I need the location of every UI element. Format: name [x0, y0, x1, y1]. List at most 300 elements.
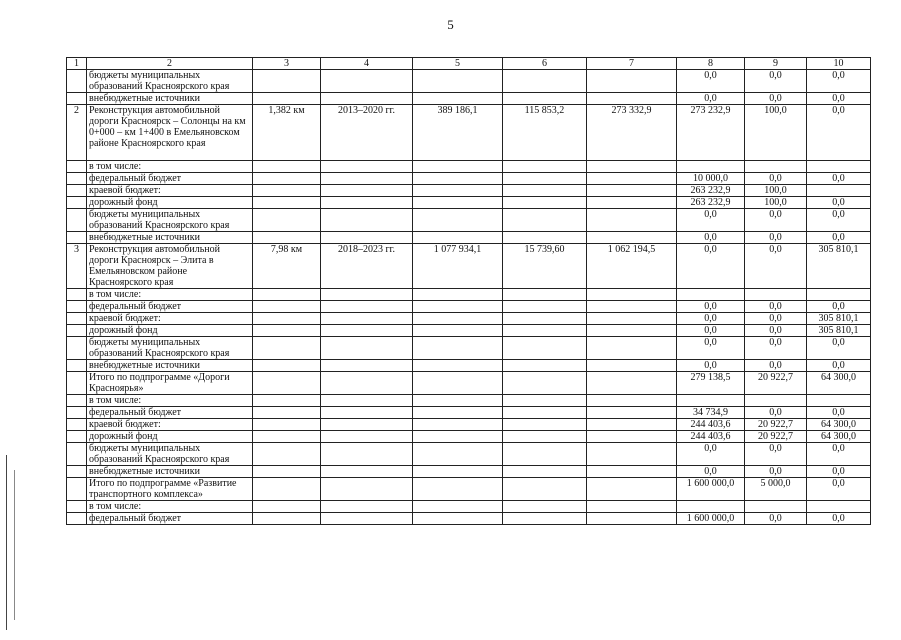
table-row: [67, 289, 871, 301]
table-cell: 389 186,1: [413, 105, 503, 161]
table-cell: [503, 501, 587, 513]
table-cell: 1 062 194,5: [587, 244, 677, 289]
table-cell: 0,0: [677, 70, 745, 93]
table-cell: [503, 197, 587, 209]
table-cell: 0,0: [807, 209, 871, 232]
table-cell: [253, 466, 321, 478]
table-cell: 0,0: [745, 93, 807, 105]
row-number: 3: [67, 244, 87, 289]
table-cell: 0,0: [807, 173, 871, 185]
table-cell: [413, 372, 503, 395]
table-cell: [503, 289, 587, 301]
table-cell: [253, 325, 321, 337]
table-cell: [587, 466, 677, 478]
table-cell: [587, 407, 677, 419]
table-cell: [321, 161, 413, 173]
row-description: краевой бюджет:: [87, 185, 253, 197]
table-cell: [413, 313, 503, 325]
table-cell: 100,0: [745, 197, 807, 209]
table-row: [67, 197, 871, 209]
table-cell: 1,382 км: [253, 105, 321, 161]
table-cell: [321, 513, 413, 525]
table-cell: [503, 93, 587, 105]
table-cell: [413, 232, 503, 244]
table-cell: [807, 185, 871, 197]
table-cell: [587, 197, 677, 209]
table-cell: [503, 70, 587, 93]
table-cell: [587, 185, 677, 197]
table-cell: 263 232,9: [677, 197, 745, 209]
table-cell: [413, 337, 503, 360]
table-cell: [253, 501, 321, 513]
table-row: [67, 185, 871, 197]
row-description: внебюджетные источники: [87, 466, 253, 478]
table-cell: [321, 209, 413, 232]
table-cell: [253, 372, 321, 395]
table-cell: 0,0: [677, 466, 745, 478]
table-cell: [413, 70, 503, 93]
table-cell: [503, 443, 587, 466]
column-number: 7: [587, 58, 677, 70]
row-number: [67, 501, 87, 513]
table-row: [67, 419, 871, 431]
table-cell: [745, 161, 807, 173]
table-cell: 0,0: [807, 513, 871, 525]
table-cell: 0,0: [807, 407, 871, 419]
table-cell: 7,98 км: [253, 244, 321, 289]
table-cell: 0,0: [677, 209, 745, 232]
table-cell: 305 810,1: [807, 244, 871, 289]
table-cell: [503, 513, 587, 525]
table-cell: [413, 209, 503, 232]
table-cell: [503, 419, 587, 431]
table-cell: [413, 478, 503, 501]
table-cell: 20 922,7: [745, 431, 807, 443]
table-row: [67, 313, 871, 325]
table-row: [67, 360, 871, 372]
table-cell: 0,0: [745, 360, 807, 372]
row-description: Итого по подпрограмме «Развитие транспортного комплекса»: [87, 478, 253, 501]
table-cell: [321, 70, 413, 93]
row-number: [67, 161, 87, 173]
table-cell: 0,0: [807, 466, 871, 478]
table-cell: 0,0: [677, 244, 745, 289]
table-cell: [253, 478, 321, 501]
table-cell: 279 138,5: [677, 372, 745, 395]
table-cell: [587, 289, 677, 301]
row-number: [67, 209, 87, 232]
table-cell: 5 000,0: [745, 478, 807, 501]
table-cell: 0,0: [807, 360, 871, 372]
table-cell: [587, 431, 677, 443]
table-cell: [587, 232, 677, 244]
table-cell: [321, 232, 413, 244]
table-cell: [587, 70, 677, 93]
table-cell: 1 077 934,1: [413, 244, 503, 289]
table-cell: [413, 289, 503, 301]
column-number: 10: [807, 58, 871, 70]
table-cell: [807, 395, 871, 407]
row-description: бюджеты муниципальных образований Красноярского края: [87, 443, 253, 466]
table-cell: [321, 360, 413, 372]
table-cell: [503, 360, 587, 372]
table-cell: [503, 337, 587, 360]
table-cell: [413, 301, 503, 313]
scan-margin-line: [6, 455, 7, 630]
table-row: [67, 513, 871, 525]
table-cell: [587, 313, 677, 325]
table-cell: [677, 161, 745, 173]
table-cell: [413, 501, 503, 513]
table-row: [67, 337, 871, 360]
row-number: [67, 337, 87, 360]
table-cell: 0,0: [677, 337, 745, 360]
table-cell: [413, 395, 503, 407]
table-row: [67, 407, 871, 419]
table-cell: [321, 337, 413, 360]
table-cell: [503, 232, 587, 244]
table-row: [67, 173, 871, 185]
table-cell: [677, 501, 745, 513]
table-cell: [413, 443, 503, 466]
table-cell: 305 810,1: [807, 313, 871, 325]
table-cell: [321, 478, 413, 501]
table-cell: [253, 173, 321, 185]
table-cell: [587, 173, 677, 185]
table-cell: 0,0: [807, 301, 871, 313]
table-cell: 244 403,6: [677, 431, 745, 443]
table-cell: 0,0: [677, 360, 745, 372]
row-description: Итого по подпрограмме «Дороги Красноярья»: [87, 372, 253, 395]
table-row: [67, 466, 871, 478]
table-cell: [677, 395, 745, 407]
table-cell: [321, 197, 413, 209]
table-cell: [321, 372, 413, 395]
scan-margin-line: [14, 470, 15, 620]
table-cell: 0,0: [745, 70, 807, 93]
table-cell: [413, 419, 503, 431]
row-number: [67, 232, 87, 244]
table-cell: [807, 289, 871, 301]
row-description: в том числе:: [87, 501, 253, 513]
table-cell: [253, 513, 321, 525]
table-cell: 64 300,0: [807, 419, 871, 431]
table-cell: 0,0: [745, 325, 807, 337]
table-cell: 64 300,0: [807, 372, 871, 395]
table-cell: 0,0: [745, 232, 807, 244]
table-cell: [253, 232, 321, 244]
table-cell: [253, 395, 321, 407]
table-cell: [745, 395, 807, 407]
table-cell: 0,0: [677, 325, 745, 337]
table-cell: 0,0: [677, 232, 745, 244]
table-cell: 0,0: [745, 244, 807, 289]
column-number: 3: [253, 58, 321, 70]
row-description: бюджеты муниципальных образований Красноярского края: [87, 70, 253, 93]
table-cell: [253, 301, 321, 313]
table-cell: [587, 372, 677, 395]
table-cell: [413, 173, 503, 185]
table-cell: 0,0: [745, 513, 807, 525]
row-description: краевой бюджет:: [87, 419, 253, 431]
table-cell: 20 922,7: [745, 372, 807, 395]
table-cell: [503, 395, 587, 407]
table-cell: [253, 443, 321, 466]
row-number: [67, 419, 87, 431]
row-description: Реконструкция автомобильной дороги Красноярск – Элита в Емельяновском районе Красноярского края: [87, 244, 253, 289]
table-cell: [587, 395, 677, 407]
row-description: краевой бюджет:: [87, 313, 253, 325]
table-cell: [503, 372, 587, 395]
table-cell: 100,0: [745, 185, 807, 197]
row-number: [67, 372, 87, 395]
table-cell: [321, 395, 413, 407]
table-cell: [587, 513, 677, 525]
table-row: [67, 161, 871, 173]
table-cell: [321, 313, 413, 325]
table-cell: [253, 419, 321, 431]
table-cell: [503, 161, 587, 173]
table-cell: 2018–2023 гг.: [321, 244, 413, 289]
table-row: [67, 93, 871, 105]
table-row: [67, 395, 871, 407]
table-row: [67, 431, 871, 443]
table-cell: 0,0: [745, 466, 807, 478]
row-number: 2: [67, 105, 87, 161]
row-number: [67, 395, 87, 407]
table-cell: [413, 197, 503, 209]
table-cell: [413, 93, 503, 105]
table-cell: 100,0: [745, 105, 807, 161]
column-number-row: [67, 58, 871, 70]
table-cell: 1 600 000,0: [677, 478, 745, 501]
table-cell: [321, 173, 413, 185]
row-description: дорожный фонд: [87, 197, 253, 209]
row-number: [67, 466, 87, 478]
table-cell: 244 403,6: [677, 419, 745, 431]
budget-table: [66, 57, 871, 525]
table-row: [67, 443, 871, 466]
row-number: [67, 325, 87, 337]
row-number: [67, 478, 87, 501]
table-row: [67, 301, 871, 313]
table-cell: [253, 185, 321, 197]
row-number: [67, 301, 87, 313]
row-number: [67, 407, 87, 419]
row-number: [67, 513, 87, 525]
table-cell: [587, 478, 677, 501]
table-cell: 0,0: [807, 93, 871, 105]
row-description: в том числе:: [87, 161, 253, 173]
table-cell: [503, 478, 587, 501]
table-cell: 34 734,9: [677, 407, 745, 419]
table-cell: [587, 419, 677, 431]
table-cell: [587, 161, 677, 173]
table-cell: 10 000,0: [677, 173, 745, 185]
row-description: Реконструкция автомобильной дороги Красноярск – Солонцы на км 0+000 – км 1+400 в Емельяновском районе Красноярского края: [87, 105, 253, 161]
table-cell: [587, 209, 677, 232]
row-description: внебюджетные источники: [87, 232, 253, 244]
table-cell: [253, 197, 321, 209]
column-number: 6: [503, 58, 587, 70]
table-cell: [253, 360, 321, 372]
row-number: [67, 443, 87, 466]
table-row: [67, 372, 871, 395]
table-cell: [413, 161, 503, 173]
page-number: 5: [447, 17, 454, 32]
table-cell: [413, 360, 503, 372]
row-number: [67, 185, 87, 197]
table-cell: [503, 313, 587, 325]
table-cell: 0,0: [807, 232, 871, 244]
column-number: 4: [321, 58, 413, 70]
row-number: [67, 289, 87, 301]
table-row: [67, 478, 871, 501]
table-cell: [253, 161, 321, 173]
row-number: [67, 431, 87, 443]
table-cell: [253, 93, 321, 105]
table-row: [67, 70, 871, 93]
row-description: федеральный бюджет: [87, 513, 253, 525]
table-cell: [321, 93, 413, 105]
table-cell: 2013–2020 гг.: [321, 105, 413, 161]
table-cell: [745, 289, 807, 301]
table-cell: 0,0: [745, 209, 807, 232]
row-description: федеральный бюджет: [87, 173, 253, 185]
row-number: [67, 360, 87, 372]
table-cell: 273 232,9: [677, 105, 745, 161]
table-row: [67, 209, 871, 232]
row-number: [67, 173, 87, 185]
table-cell: [413, 185, 503, 197]
column-number: 2: [87, 58, 253, 70]
table-cell: [503, 431, 587, 443]
table-cell: [587, 301, 677, 313]
row-description: в том числе:: [87, 289, 253, 301]
row-description: в том числе:: [87, 395, 253, 407]
table-cell: [253, 209, 321, 232]
table-row: [67, 501, 871, 513]
table-cell: [503, 173, 587, 185]
table-cell: [413, 431, 503, 443]
table-cell: [587, 501, 677, 513]
table-cell: [253, 70, 321, 93]
column-number: 9: [745, 58, 807, 70]
table-cell: 0,0: [677, 443, 745, 466]
row-number: [67, 93, 87, 105]
table-cell: [677, 289, 745, 301]
column-number: 8: [677, 58, 745, 70]
row-description: федеральный бюджет: [87, 301, 253, 313]
row-description: федеральный бюджет: [87, 407, 253, 419]
table-cell: [321, 431, 413, 443]
table-cell: [321, 466, 413, 478]
table-cell: 0,0: [677, 301, 745, 313]
table-cell: [321, 443, 413, 466]
table-row: [67, 325, 871, 337]
row-number: [67, 313, 87, 325]
row-description: бюджеты муниципальных образований Красноярского края: [87, 337, 253, 360]
table-cell: [413, 513, 503, 525]
table-cell: 115 853,2: [503, 105, 587, 161]
table-cell: 0,0: [677, 313, 745, 325]
row-description: внебюджетные источники: [87, 93, 253, 105]
table-cell: [807, 161, 871, 173]
table-cell: 0,0: [807, 478, 871, 501]
table-cell: 0,0: [745, 301, 807, 313]
row-description: бюджеты муниципальных образований Красноярского края: [87, 209, 253, 232]
table-cell: 273 332,9: [587, 105, 677, 161]
table-cell: 20 922,7: [745, 419, 807, 431]
table-cell: [321, 407, 413, 419]
row-description: дорожный фонд: [87, 431, 253, 443]
table-cell: 0,0: [745, 173, 807, 185]
table-cell: [321, 325, 413, 337]
table-cell: [587, 325, 677, 337]
table-row: [67, 105, 871, 161]
table-cell: [413, 325, 503, 337]
table-cell: [321, 185, 413, 197]
table-cell: 0,0: [745, 337, 807, 360]
table-cell: [745, 501, 807, 513]
column-number: 1: [67, 58, 87, 70]
table-cell: 64 300,0: [807, 431, 871, 443]
table-cell: 0,0: [677, 93, 745, 105]
table-cell: [503, 209, 587, 232]
table-cell: 0,0: [807, 337, 871, 360]
table-cell: 0,0: [807, 105, 871, 161]
table-cell: [587, 443, 677, 466]
table-cell: 263 232,9: [677, 185, 745, 197]
table-cell: 0,0: [745, 407, 807, 419]
table-cell: [503, 407, 587, 419]
table-cell: [253, 407, 321, 419]
table-cell: [587, 93, 677, 105]
row-description: внебюджетные источники: [87, 360, 253, 372]
row-description: дорожный фонд: [87, 325, 253, 337]
table-cell: 0,0: [807, 70, 871, 93]
table-cell: [321, 419, 413, 431]
table-cell: [413, 407, 503, 419]
table-cell: [587, 337, 677, 360]
table-cell: [503, 325, 587, 337]
table-cell: 305 810,1: [807, 325, 871, 337]
table-cell: 1 600 000,0: [677, 513, 745, 525]
table-cell: [253, 289, 321, 301]
table-cell: [321, 289, 413, 301]
table-cell: 15 739,60: [503, 244, 587, 289]
table-cell: 0,0: [745, 443, 807, 466]
table-cell: 0,0: [807, 443, 871, 466]
table-cell: [253, 337, 321, 360]
table-cell: [413, 466, 503, 478]
table-cell: 0,0: [807, 197, 871, 209]
table-cell: [503, 301, 587, 313]
table-cell: [253, 313, 321, 325]
table-cell: 0,0: [745, 313, 807, 325]
table-row: [67, 232, 871, 244]
column-number: 5: [413, 58, 503, 70]
table-cell: [321, 301, 413, 313]
table-cell: [503, 466, 587, 478]
row-number: [67, 197, 87, 209]
row-number: [67, 70, 87, 93]
table-cell: [807, 501, 871, 513]
table-cell: [253, 431, 321, 443]
table-row: [67, 244, 871, 289]
table-cell: [503, 185, 587, 197]
table-cell: [587, 360, 677, 372]
